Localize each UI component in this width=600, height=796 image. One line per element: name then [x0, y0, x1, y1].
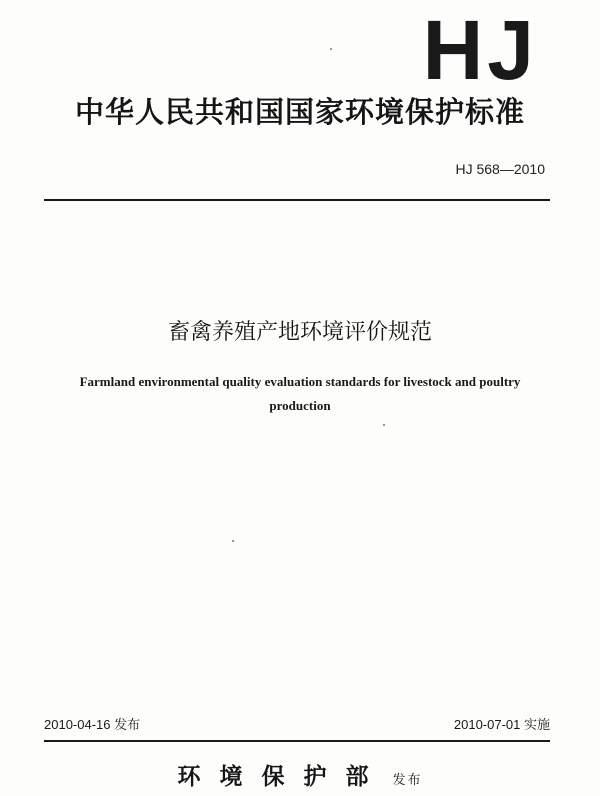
publisher-line	[0, 758, 600, 791]
scan-speck	[232, 540, 234, 542]
english-title: Farmland environmental quality evaluation standards for livestock and poultry production	[79, 374, 521, 413]
standard-number: HJ 568—2010	[455, 161, 545, 177]
scan-speck	[330, 48, 332, 50]
chinese-title: 畜禽养殖产地环境评价规范	[167, 320, 432, 345]
agency-title: 中华人民共和国国家环境保护标准	[74, 95, 525, 129]
scan-speck	[383, 424, 385, 426]
bottom-divider	[44, 740, 550, 742]
publisher-name: 环境保护部	[177, 763, 388, 790]
implementation-date: 2010-07-01 实施	[453, 717, 550, 732]
publisher-suffix: 发布	[392, 773, 423, 788]
issue-date: 2010-04-16 发布	[44, 717, 141, 732]
top-divider	[44, 199, 550, 201]
hj-logo: HJ	[422, 3, 538, 97]
